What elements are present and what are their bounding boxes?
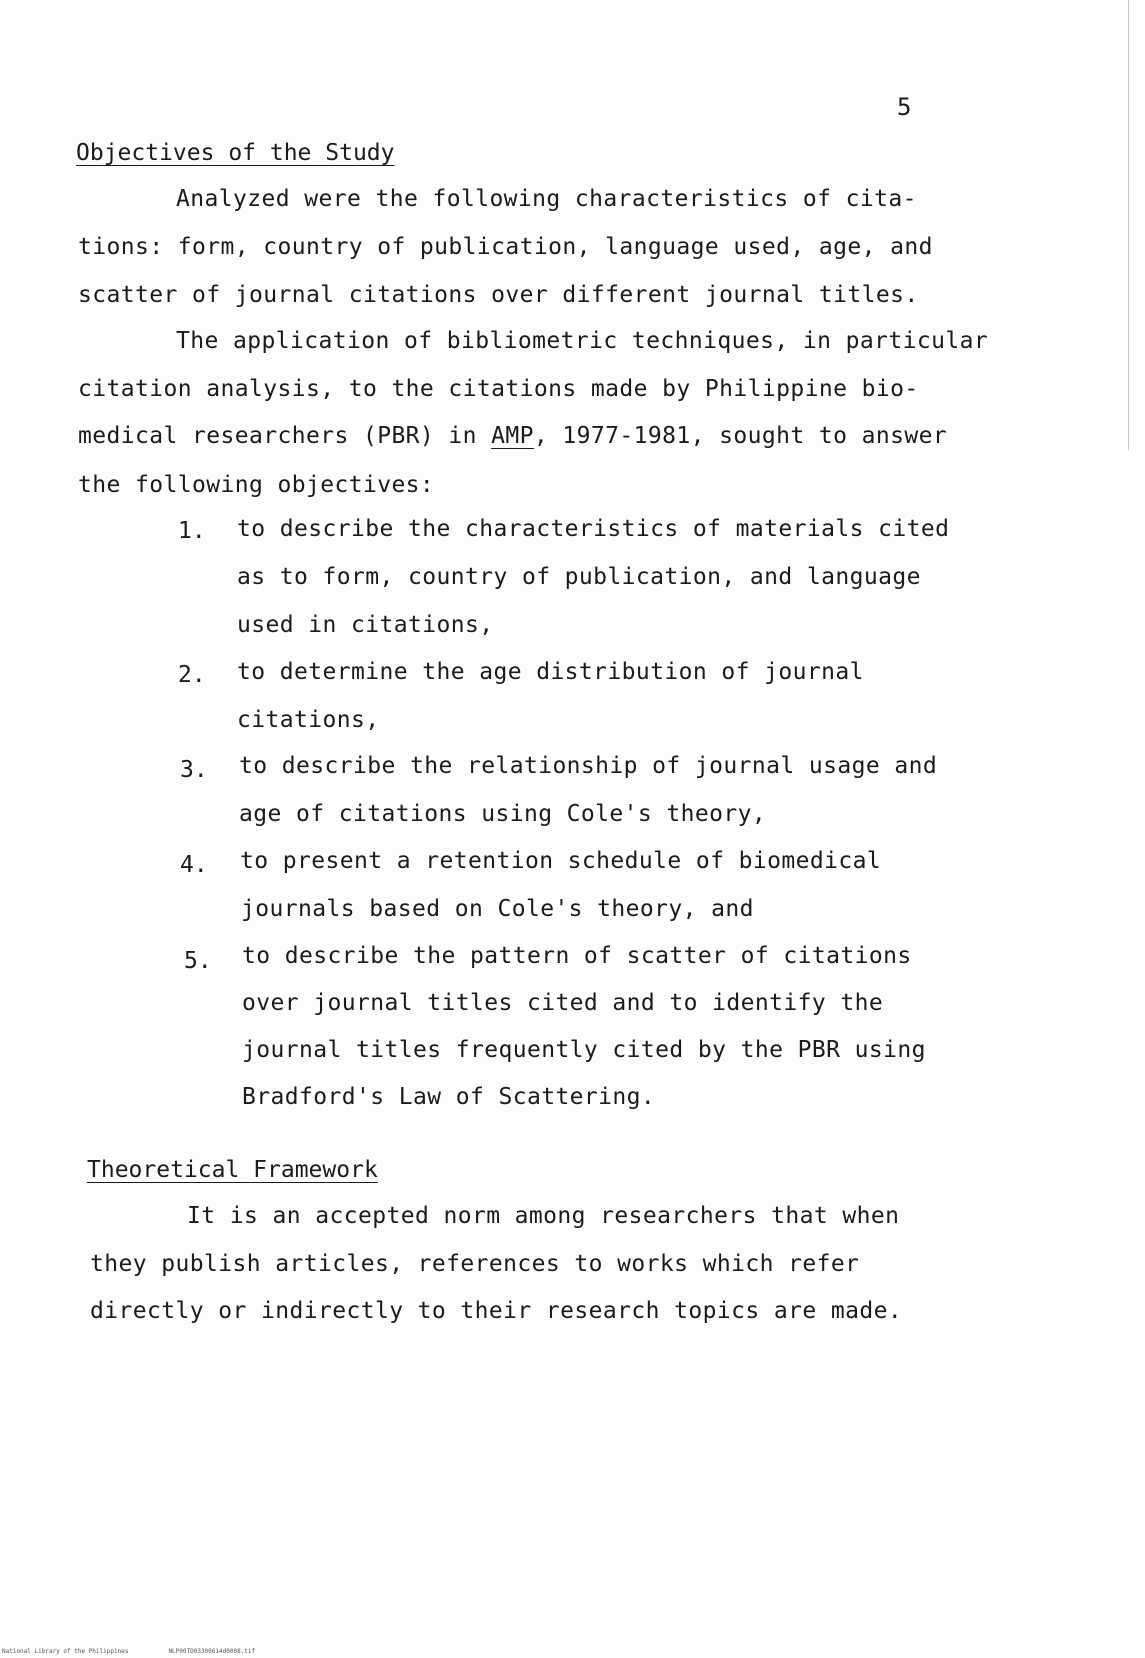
list-number: 3. bbox=[180, 757, 208, 783]
footer-library: National Library of the Philippines bbox=[2, 1648, 129, 1655]
objectives-heading: Objectives of the Study bbox=[76, 140, 395, 166]
paragraph-line: It is an accepted norm among researchers that when bbox=[187, 1203, 900, 1229]
paragraph-line: citation analysis, to the citations made by Philippine bio- bbox=[78, 376, 919, 402]
list-item-line: age of citations using Cole's theory, bbox=[239, 801, 767, 827]
paragraph-text: medical researchers (PBR) in bbox=[78, 423, 492, 449]
list-item-line: to determine the age distribution of journal bbox=[237, 659, 864, 685]
paragraph-line: directly or indirectly to their research topics are made. bbox=[90, 1298, 903, 1324]
paragraph-line bbox=[78, 423, 947, 449]
list-number: 2. bbox=[178, 662, 206, 688]
paragraph-line: the following objectives: bbox=[78, 472, 435, 498]
page-number: 5 bbox=[897, 93, 913, 121]
list-item-line: journal titles frequently cited by the PBR using bbox=[242, 1037, 926, 1063]
paragraph-line: they publish articles, references to works which refer bbox=[90, 1251, 860, 1277]
list-item-line: over journal titles cited and to identify the bbox=[242, 990, 884, 1016]
list-item-line: to describe the characteristics of materials cited bbox=[237, 516, 950, 542]
framework-heading: Theoretical Framework bbox=[87, 1157, 378, 1183]
paragraph-line: The application of bibliometric techniques, in particular bbox=[176, 328, 989, 354]
scan-footer bbox=[2, 1648, 295, 1655]
scan-edge-line bbox=[1128, 0, 1129, 450]
list-item-line: to present a retention schedule of biomedical bbox=[240, 848, 882, 874]
list-number: 5. bbox=[184, 948, 212, 974]
paragraph-line: tions: form, country of publication, language used, age, and bbox=[78, 234, 933, 260]
list-item-line: citations, bbox=[237, 707, 380, 733]
list-item-line: journals based on Cole's theory, and bbox=[241, 896, 754, 922]
footer-code: NLP00TD03300614d0008.tif bbox=[168, 1648, 256, 1655]
list-item-line: to describe the relationship of journal usage and bbox=[239, 753, 938, 779]
list-item-line: used in citations, bbox=[237, 612, 494, 638]
list-item-line: as to form, country of publication, and language bbox=[237, 564, 921, 590]
list-item-line: Bradford's Law of Scattering. bbox=[242, 1084, 656, 1110]
paragraph-line: scatter of journal citations over different journal titles. bbox=[78, 282, 919, 308]
journal-abbreviation: AMP bbox=[491, 423, 534, 449]
paragraph-line: Analyzed were the following characteristics of cita- bbox=[176, 186, 917, 212]
list-number: 1. bbox=[178, 518, 206, 544]
list-item-line: to describe the pattern of scatter of citations bbox=[242, 943, 912, 969]
list-number: 4. bbox=[180, 852, 208, 878]
paragraph-text: , 1977-1981, sought to answer bbox=[533, 423, 948, 449]
